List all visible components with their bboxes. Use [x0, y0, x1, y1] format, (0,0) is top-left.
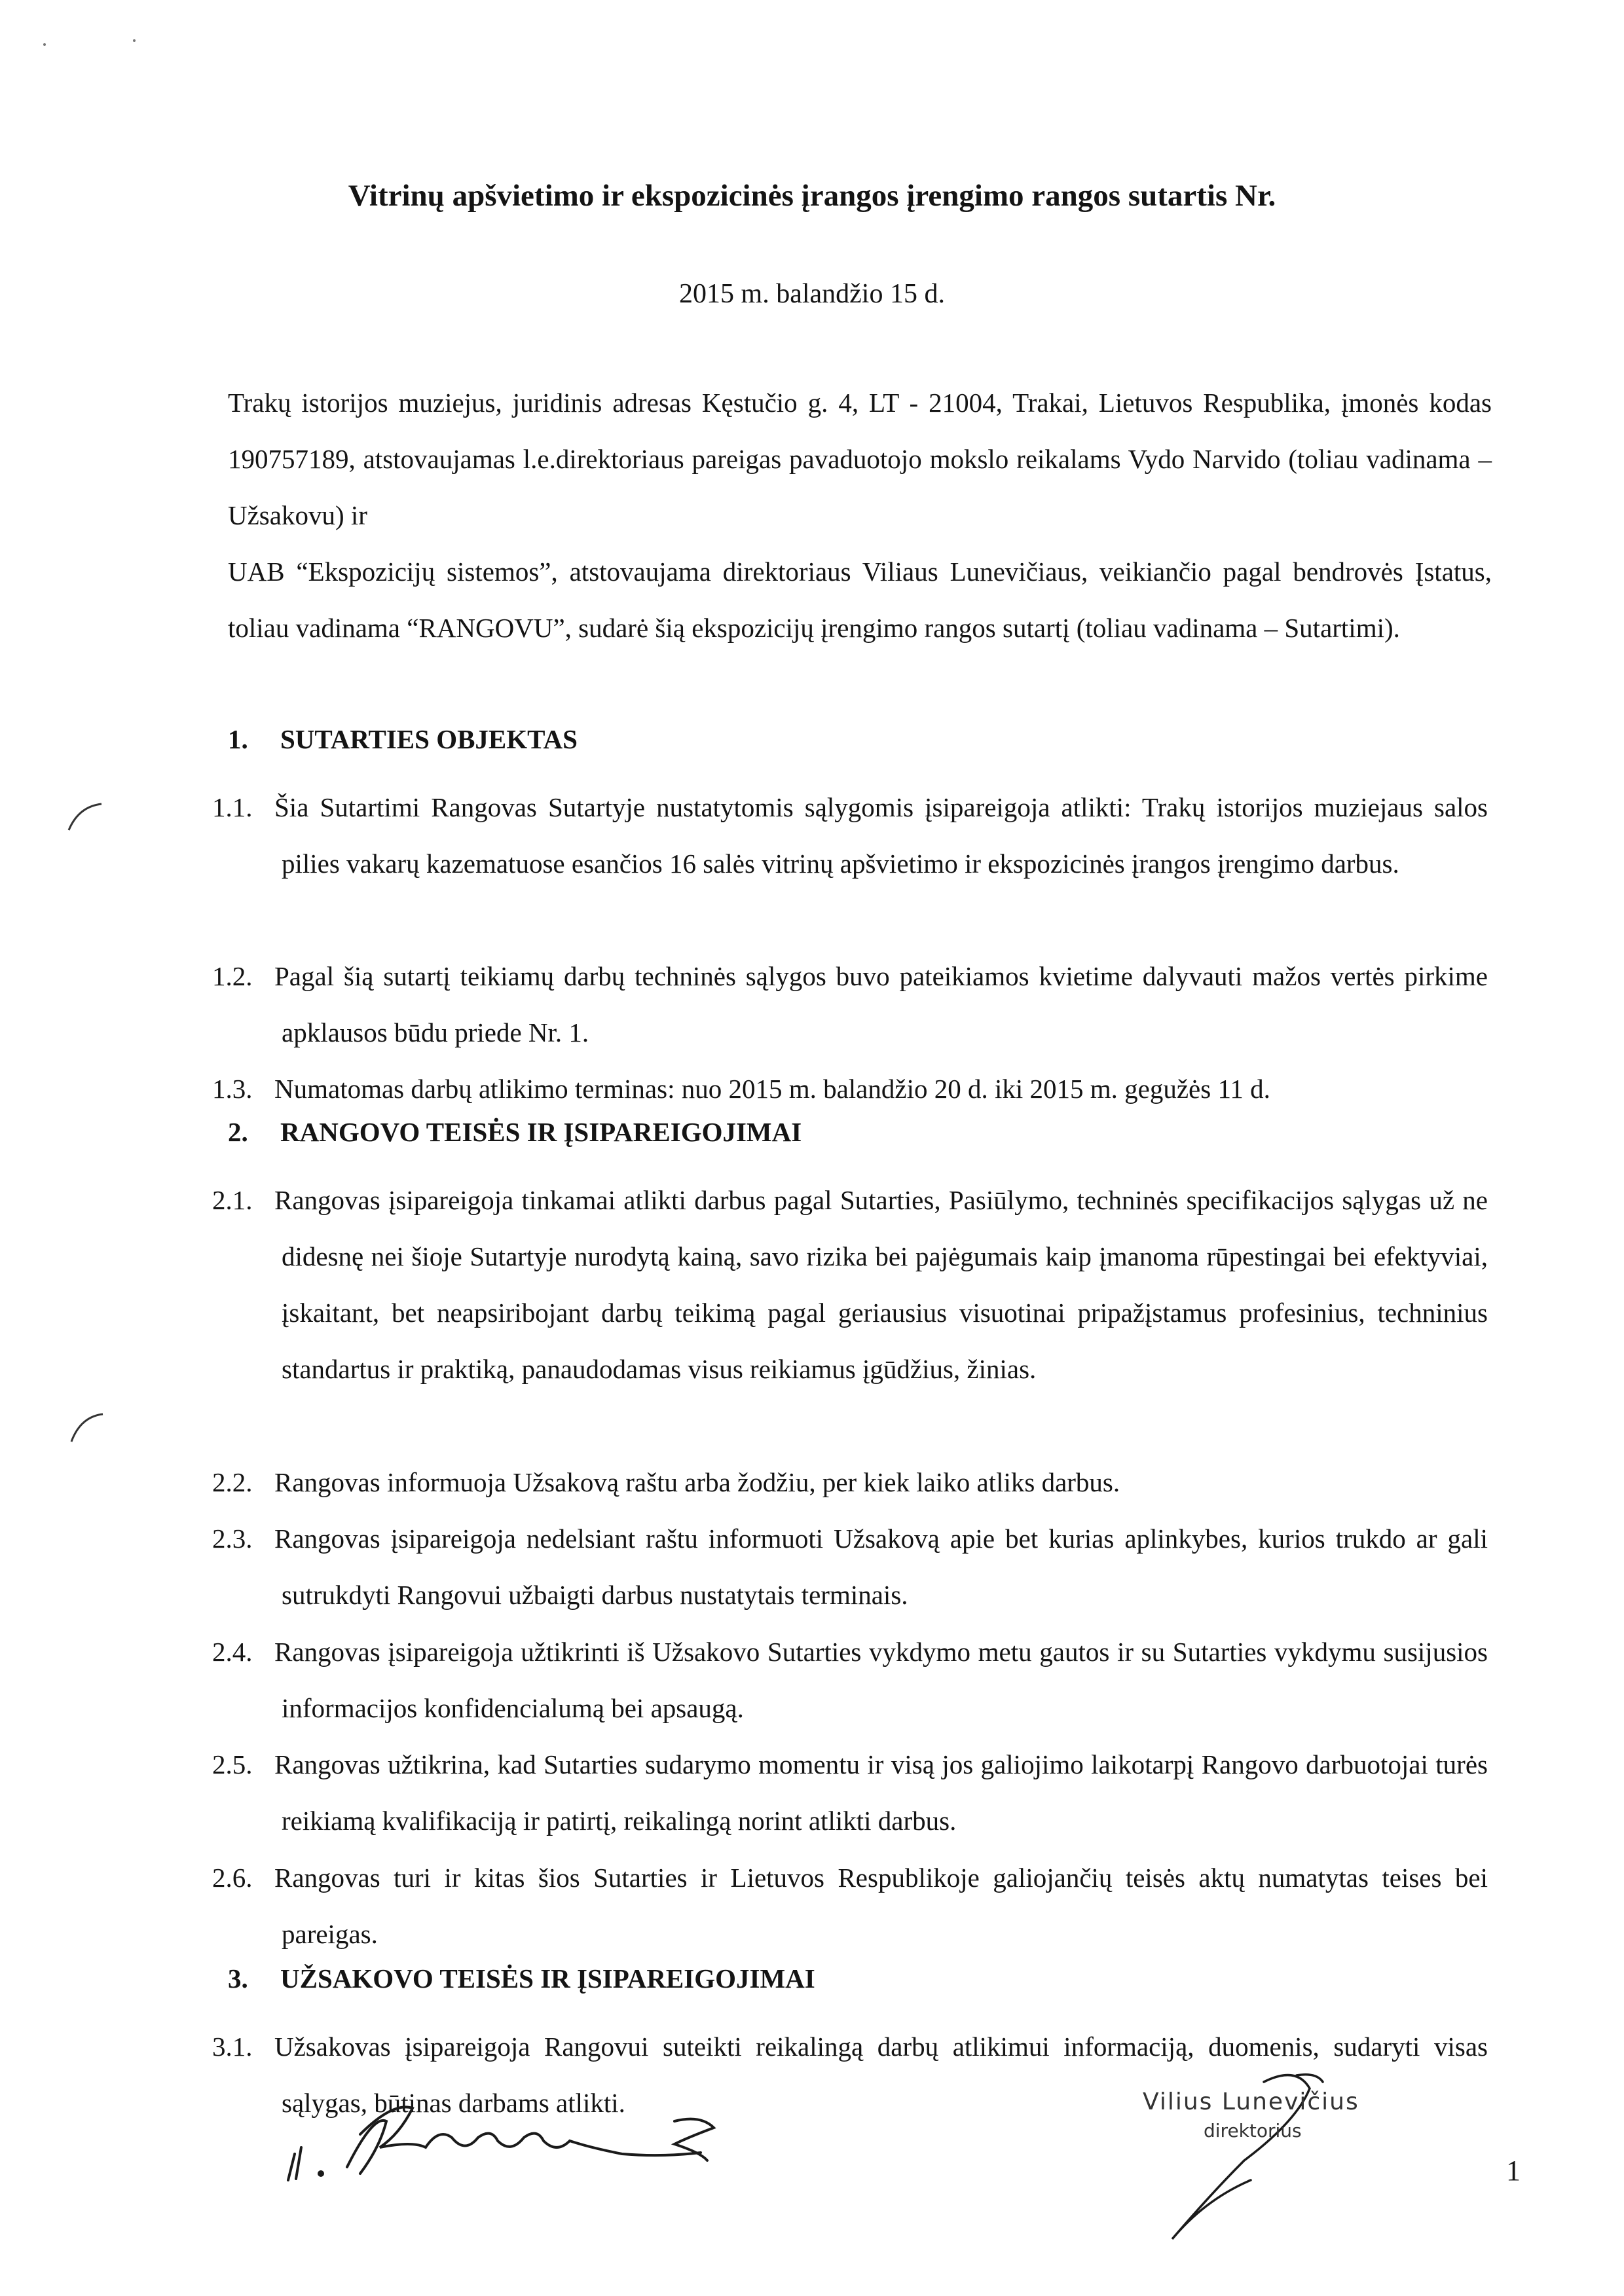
clause-1-3: 1.3. Numatomas darbų atlikimo terminas: nuo 2015 m. balandžio 20 d. iki 2015 m. gegužės 11 d. — [212, 1074, 1270, 1104]
customer-signature — [282, 2075, 753, 2187]
clause-2-3: 2.3. Rangovas įsipareigoja nedelsiant raštu informuoti Užsakovą apie bet kurias aplinkybes, kurios trukdo ar gali sutrukdyti Rangovui užbaigti darbus nustatytais terminais. — [212, 1523, 1488, 1610]
clause-3-1: 3.1. Užsakovas įsipareigoja Rangovui suteikti reikalingą darbų atlikimui informaciją, duomenis, sudaryti visas sąlygas, būtinas darbams atlikti. — [212, 2032, 1488, 2118]
clause-1-1: 1.1. Šia Sutartimi Rangovas Sutartyje nustatytomis sąlygomis įsipareigoja atlikti: Trakų istorijos muziejaus salos pilies vakarų kazematuose esančios 16 salės vitrinų apšvietimo ir ekspozicinės įrangos įrengimo darbus. — [212, 792, 1488, 879]
document-title: Vitrinų apšvietimo ir ekspozicinės įrangos įrengimo rangos sutartis Nr. — [348, 179, 1276, 213]
page-number: 1 — [1506, 2155, 1521, 2187]
hole-punch-mark-upper — [62, 799, 108, 838]
stamp-role: direktorius — [1204, 2120, 1302, 2141]
hole-punch-mark-lower — [62, 1408, 108, 1447]
clause-2-2: 2.2. Rangovas informuoja Užsakovą raštu arba žodžiu, per kiek laiko atliks darbus. — [212, 1467, 1120, 1497]
clause-2-4: 2.4. Rangovas įsipareigoja užtikrinti iš Užsakovo Sutarties vykdymo metu gautos ir su Sutarties vykdymu susijusios informacijos konfidencialumą bei apsaugą. — [212, 1637, 1488, 1723]
stamp-name: Vilius Lunevičius — [1143, 2088, 1359, 2115]
section-heading: 1. SUTARTIES OBJEKTAS — [228, 724, 578, 754]
clause-2-5: 2.5. Rangovas užtikrina, kad Sutarties sudarymo momentu ir visą jos galiojimo laikotarpį Rangovo darbuotojai turės reikiamą kvalifikaciją ir patirtį, reikalingą norint atlikti darbus. — [212, 1749, 1488, 1836]
clause-2-1: 2.1. Rangovas įsipareigoja tinkamai atlikti darbus pagal Sutarties, Pasiūlymo, techninės specifikacijos sąlygas už ne didesnę nei šioje Sutartyje nurodytą kainą, savo rizika bei pajėgumais kaip įmanoma rūpestingai bei efektyviai, įskaitant, bet neapsiribojant darbų teikimą pagal geriausius visuotinai pripažįstamus profesinius, techninius standartus ir praktiką, panaudodamas visus reikiamus įgūdžius, žinias. — [212, 1185, 1488, 1384]
party-contractor: UAB “Ekspozicijų sistemos”, atstovaujama direktoriaus Viliaus Lunevičiaus, veikiančio pagal bendrovės Įstatus, toliau vadinama “RANGOVU”, sudarė šią ekspozicijų įrengimo rangos sutartį (toliau vadinama – Sutartimi). — [228, 556, 1492, 643]
document-date: 2015 m. balandžio 15 d. — [679, 279, 945, 309]
section-heading: 2. RANGOVO TEISĖS IR ĮSIPAREIGOJIMAI — [228, 1117, 802, 1147]
scan-mark-top — [39, 33, 157, 52]
party-customer: Trakų istorijos muziejus, juridinis adresas Kęstučio g. 4, LT - 21004, Trakai, Lietuvos Respublika, įmonės kodas 190757189, atstovaujamas l.e.direktoriaus pareigas pavaduotojo mokslo reikalams Vydo Narvido (toliau vadinama – Užsakovu) ir — [228, 388, 1492, 530]
parties-block — [228, 374, 1492, 656]
section-heading: 3. UŽSAKOVO TEISĖS IR ĮSIPAREIGOJIMAI — [228, 1963, 815, 1994]
clause-2-6: 2.6. Rangovas turi ir kitas šios Sutarties ir Lietuvos Respublikoje galiojančių teisės aktų numatytas teises bei pareigas. — [212, 1863, 1488, 1949]
clause-1-2: 1.2. Pagal šią sutartį teikiamų darbų techninės sąlygos buvo pateikiamos kvietime dalyvauti mažos vertės pirkime apklausos būdu priede Nr. 1. — [212, 961, 1488, 1048]
